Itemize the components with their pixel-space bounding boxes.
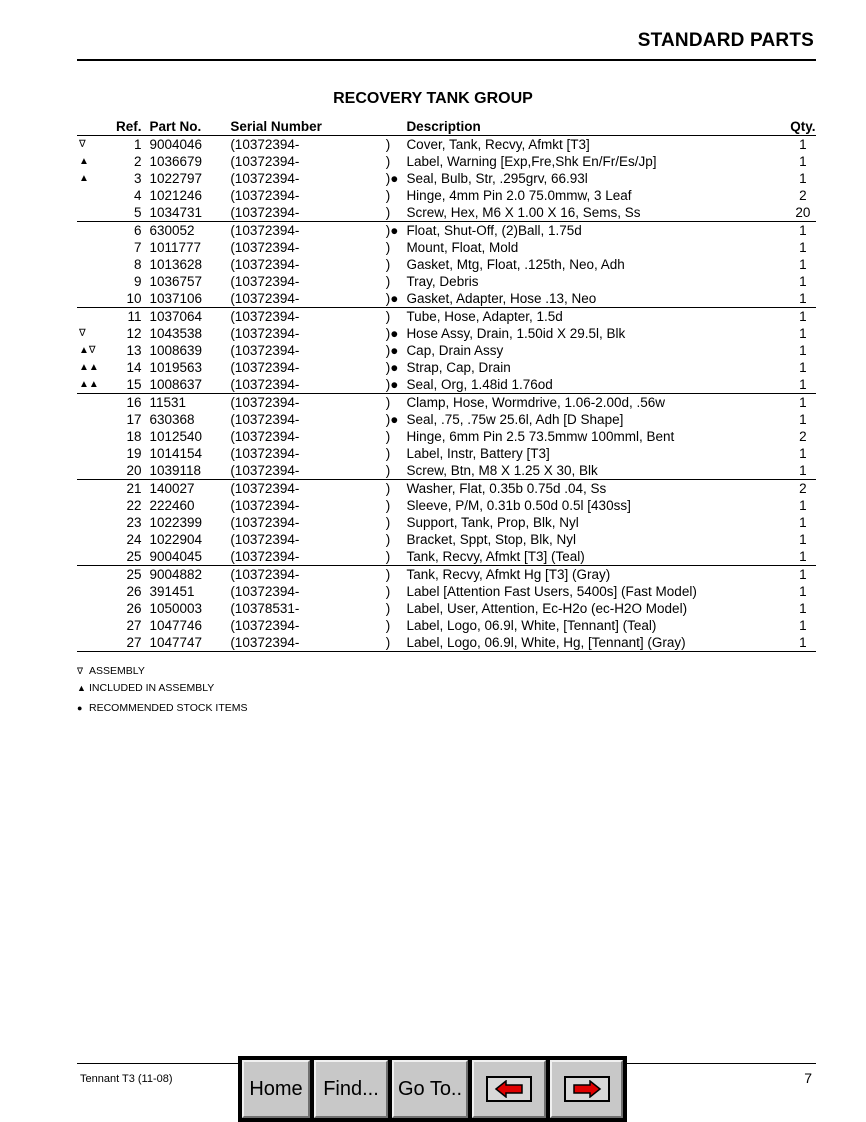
table-row — [77, 411, 816, 428]
qty-cell: 1 — [799, 274, 807, 289]
table-row — [77, 222, 816, 240]
ref-cell: 11 — [110, 308, 149, 326]
ref-cell: 7 — [133, 240, 142, 255]
description-cell: Label [Attention Fast Users, 5400s] (Fast Model) — [406, 584, 697, 599]
serial-number-cell: (10372394- — [230, 274, 300, 289]
qty-cell: 1 — [799, 498, 807, 513]
qty-cell: 2 — [799, 188, 807, 203]
table-row — [77, 256, 816, 273]
serial-number-cell: (10378531- — [230, 601, 300, 616]
row-marker — [77, 445, 110, 462]
description-cell: Cap, Drain Assy — [406, 343, 504, 358]
parts-table — [77, 118, 816, 652]
qty-cell: 1 — [799, 291, 807, 306]
qty-cell: 1 — [799, 515, 807, 530]
serial-close-cell: ) — [385, 274, 391, 289]
qty-cell: 1 — [799, 137, 807, 152]
part-number-cell: 9004882 — [150, 566, 231, 584]
ref-cell: 27 — [110, 634, 149, 652]
part-number-cell: 1037064 — [150, 308, 231, 326]
serial-number-cell: (10372394- — [230, 498, 300, 513]
ref-cell: 16 — [110, 394, 149, 412]
part-number-cell: 1036757 — [149, 274, 203, 289]
part-number-cell: 1019563 — [149, 360, 203, 375]
serial-close-cell: ) — [385, 618, 391, 633]
qty-cell: 1 — [790, 308, 816, 326]
row-marker — [77, 600, 110, 617]
qty-cell: 1 — [799, 584, 807, 599]
table-row — [77, 136, 816, 154]
ref-cell: 26 — [126, 584, 142, 599]
ref-cell: 12 — [126, 326, 142, 341]
qty-cell: 1 — [799, 154, 807, 169]
serial-close-cell: ) — [386, 480, 407, 498]
ref-cell: 19 — [126, 446, 142, 461]
serial-header: Serial Number — [230, 118, 385, 136]
serial-close-cell: ) — [385, 515, 391, 530]
included-icon: ▲ — [77, 683, 86, 693]
serial-close-cell: ) — [385, 601, 391, 616]
qty-cell: 1 — [799, 326, 807, 341]
serial-close-cell: ) — [385, 188, 391, 203]
qty-cell: 1 — [799, 257, 807, 272]
part-number-cell: 1011777 — [149, 240, 202, 255]
qty-cell: 1 — [799, 601, 807, 616]
ref-cell: 13 — [126, 343, 142, 358]
part-number-cell: 1021246 — [149, 188, 203, 203]
part-header: Part No. — [150, 118, 231, 136]
ref-cell: 5 — [133, 205, 142, 220]
serial-number-cell: (10372394- — [230, 326, 300, 341]
ref-cell: 9 — [133, 274, 142, 289]
serial-number-cell: (10372394- — [230, 222, 385, 240]
serial-number-cell: (10372394- — [230, 205, 300, 220]
serial-number-cell: (10372394- — [230, 412, 300, 427]
row-marker: ▲▲ — [79, 379, 99, 390]
serial-close-cell: )● — [385, 377, 399, 392]
group-title: RECOVERY TANK GROUP — [333, 90, 533, 107]
description-cell: Label, User, Attention, Ec-H2o (ec-H2O Model) — [406, 601, 688, 616]
part-number-cell: 1022904 — [149, 532, 203, 547]
part-number-cell: 9004045 — [149, 549, 203, 564]
legend-item-assembly — [77, 665, 145, 677]
description-cell: Hose Assy, Drain, 1.50id X 29.5l, Blk — [406, 326, 626, 341]
serial-close-cell: )● — [386, 222, 407, 240]
part-number-cell: 1039118 — [149, 463, 202, 478]
serial-number-cell: (10372394- — [230, 618, 300, 633]
qty-cell: 20 — [795, 205, 811, 220]
footer-doc-id: Tennant T3 (11-08) — [80, 1073, 173, 1085]
row-marker — [77, 290, 110, 308]
description-cell: Washer, Flat, 0.35b 0.75d .04, Ss — [406, 480, 789, 498]
find-button[interactable]: Find... — [314, 1060, 388, 1118]
row-marker — [77, 531, 110, 548]
parts-table-body — [77, 136, 816, 652]
qty-cell: 1 — [799, 240, 807, 255]
ref-cell: 22 — [126, 498, 142, 513]
page-number: 7 — [804, 1070, 812, 1086]
serial-number-cell: (10372394- — [230, 360, 300, 375]
part-number-cell: 1008639 — [149, 343, 203, 358]
row-marker — [77, 256, 110, 273]
serial-close-cell: ) — [385, 549, 391, 564]
part-number-cell: 1036679 — [149, 154, 203, 169]
description-cell: Tube, Hose, Adapter, 1.5d — [406, 308, 789, 326]
table-row — [77, 342, 816, 359]
table-row — [77, 445, 816, 462]
part-number-cell: 11531 — [150, 394, 231, 412]
serial-close-cell: ) — [386, 566, 407, 584]
serial-number-cell: (10372394- — [230, 394, 385, 412]
row-marker — [77, 497, 110, 514]
serial-number-cell: (10372394- — [230, 137, 300, 152]
serial-number-cell: (10372394- — [230, 480, 385, 498]
qty-cell: 1 — [790, 566, 816, 584]
row-marker — [77, 566, 110, 584]
table-row — [77, 187, 816, 204]
row-marker — [77, 428, 110, 445]
description-cell: Seal, Org, 1.48id 1.76od — [406, 377, 553, 392]
part-number-cell: 140027 — [150, 480, 231, 498]
ref-cell: 15 — [126, 377, 142, 392]
row-marker: ▲∇ — [79, 345, 96, 356]
row-marker — [77, 617, 110, 634]
description-cell: Tray, Debris — [406, 274, 479, 289]
qty-cell: 1 — [799, 343, 807, 358]
table-row — [77, 514, 816, 531]
table-row — [77, 273, 816, 290]
part-number-cell: 391451 — [149, 584, 195, 599]
row-marker — [77, 187, 110, 204]
row-marker — [77, 239, 110, 256]
ref-cell: 20 — [126, 463, 142, 478]
row-marker — [77, 548, 110, 566]
serial-number-cell: (10372394- — [230, 171, 300, 186]
qty-cell: 1 — [790, 394, 816, 412]
serial-close-cell: ) — [385, 205, 391, 220]
description-cell: Float, Shut-Off, (2)Ball, 1.75d — [406, 222, 789, 240]
row-marker — [77, 222, 110, 240]
part-number-cell: 1037106 — [149, 291, 203, 306]
serial-number-cell: (10372394- — [230, 377, 300, 392]
table-row — [77, 239, 816, 256]
serial-close-cell: ) — [385, 240, 391, 255]
table-row — [77, 359, 816, 376]
serial-close-cell: ) — [386, 308, 407, 326]
right-arrow-icon — [564, 1076, 610, 1102]
table-row — [77, 170, 816, 187]
table-row — [77, 428, 816, 445]
table-row — [77, 153, 816, 170]
description-cell: Sleeve, P/M, 0.31b 0.50d 0.5l [430ss] — [406, 498, 631, 513]
table-row — [77, 308, 816, 326]
serial-close-cell: ) — [385, 584, 391, 599]
assembly-icon: ∇ — [77, 666, 84, 676]
qty-cell: 1 — [799, 463, 807, 478]
serial-number-cell: (10372394- — [230, 566, 385, 584]
table-row — [77, 566, 816, 584]
ref-cell: 3 — [133, 171, 142, 186]
qty-cell: 1 — [799, 171, 807, 186]
ref-cell: 2 — [133, 154, 142, 169]
description-cell: Label, Warning [Exp,Fre,Shk En/Fr/Es/Jp] — [406, 154, 657, 169]
qty-cell: 1 — [799, 532, 807, 547]
ref-cell: 27 — [126, 618, 142, 633]
header-divider — [77, 59, 816, 61]
ref-cell: 25 — [126, 549, 142, 564]
description-cell: Tank, Recvy, Afmkt [T3] (Teal) — [406, 549, 585, 564]
serial-close-cell: )● — [385, 343, 399, 358]
legend-label: RECOMMENDED STOCK ITEMS — [89, 702, 248, 714]
serial-number-cell: (10372394- — [230, 515, 300, 530]
serial-number-cell: (10372394- — [230, 188, 300, 203]
ref-cell: 10 — [126, 291, 142, 306]
part-number-cell: 1034731 — [149, 205, 203, 220]
goto-button[interactable]: Go To.. — [392, 1060, 468, 1118]
serial-close-cell: ) — [385, 429, 391, 444]
table-row — [77, 548, 816, 566]
serial-close-cell: ) — [385, 498, 391, 513]
ref-cell: 21 — [110, 480, 149, 498]
qty-cell: 1 — [799, 360, 807, 375]
description-cell: Tank, Recvy, Afmkt Hg [T3] (Gray) — [406, 566, 789, 584]
qty-header: Qty. — [790, 119, 816, 134]
serial-number-cell: (10372394- — [230, 240, 300, 255]
ref-cell: 18 — [126, 429, 142, 444]
page-header-title: STANDARD PARTS — [637, 30, 814, 51]
description-cell: Label, Logo, 06.9l, White, [Tennant] (Teal) — [406, 618, 657, 633]
legend-item-stock — [77, 702, 247, 714]
serial-number-cell: (10372394- — [230, 463, 300, 478]
table-row — [77, 600, 816, 617]
part-number-cell: 1013628 — [149, 257, 203, 272]
ref-cell: 4 — [133, 188, 142, 203]
ref-cell: 17 — [126, 412, 142, 427]
table-header-row — [77, 118, 816, 136]
qty-cell: 1 — [799, 549, 807, 564]
table-row — [77, 583, 816, 600]
qty-cell: 1 — [799, 618, 807, 633]
table-row — [77, 634, 816, 652]
row-marker — [77, 411, 110, 428]
serial-close-cell: ) — [385, 154, 391, 169]
legend-label: ASSEMBLY — [89, 665, 145, 677]
table-row — [77, 462, 816, 480]
table-row — [77, 497, 816, 514]
description-cell: Hinge, 4mm Pin 2.0 75.0mmw, 3 Leaf — [406, 188, 632, 203]
serial-number-cell: (10372394- — [230, 634, 385, 652]
serial-close-cell: ) — [385, 257, 391, 272]
description-cell: Cover, Tank, Recvy, Afmkt [T3] — [406, 137, 590, 152]
table-row — [77, 290, 816, 308]
description-cell: Label, Logo, 06.9l, White, Hg, [Tennant] (Gray) — [406, 634, 789, 652]
row-marker — [77, 308, 110, 326]
ref-cell: 23 — [126, 515, 142, 530]
description-cell: Gasket, Mtg, Float, .125th, Neo, Adh — [406, 257, 625, 272]
row-marker — [77, 273, 110, 290]
part-number-cell: 1047747 — [150, 634, 231, 652]
part-number-cell: 222460 — [149, 498, 195, 513]
description-cell: Support, Tank, Prop, Blk, Nyl — [406, 515, 579, 530]
row-marker — [77, 204, 110, 222]
home-button[interactable]: Home — [242, 1060, 310, 1118]
qty-cell: 1 — [799, 377, 807, 392]
description-cell: Clamp, Hose, Wormdrive, 1.06-2.00d, .56w — [406, 394, 789, 412]
left-arrow-icon — [486, 1076, 532, 1102]
part-number-cell: 9004046 — [149, 137, 203, 152]
paren-header — [386, 118, 407, 136]
serial-close-cell: ) — [385, 463, 391, 478]
serial-number-cell: (10372394- — [230, 308, 385, 326]
mark-header — [77, 118, 110, 136]
qty-cell: 1 — [790, 222, 816, 240]
row-marker: ∇ — [79, 328, 86, 339]
next-page-button[interactable] — [550, 1060, 623, 1118]
part-number-cell: 1022797 — [149, 171, 203, 186]
description-cell: Screw, Hex, M6 X 1.00 X 16, Sems, Ss — [406, 205, 641, 220]
table-row — [77, 480, 816, 498]
row-marker — [77, 394, 110, 412]
table-row — [77, 617, 816, 634]
description-cell: Strap, Cap, Drain — [406, 360, 511, 375]
previous-page-button[interactable] — [472, 1060, 546, 1118]
ref-header: Ref. — [110, 118, 149, 136]
part-number-cell: 1022399 — [149, 515, 203, 530]
serial-close-cell: ) — [386, 634, 407, 652]
part-number-cell: 1043538 — [149, 326, 203, 341]
serial-number-cell: (10372394- — [230, 446, 300, 461]
row-marker: ▲▲ — [79, 362, 99, 373]
description-cell: Label, Instr, Battery [T3] — [406, 446, 550, 461]
table-row — [77, 376, 816, 394]
description-cell: Seal, Bulb, Str, .295grv, 66.93l — [406, 171, 588, 186]
serial-close-cell: )● — [385, 326, 399, 341]
serial-number-cell: (10372394- — [230, 532, 300, 547]
row-marker: ∇ — [79, 139, 86, 150]
description-cell: Bracket, Sppt, Stop, Blk, Nyl — [406, 532, 577, 547]
stock-icon: ● — [77, 703, 83, 713]
ref-cell: 14 — [126, 360, 142, 375]
serial-close-cell: )● — [385, 291, 399, 306]
qty-cell: 1 — [790, 634, 816, 652]
qty-cell: 1 — [799, 412, 807, 427]
row-marker: ▲ — [79, 173, 89, 184]
serial-close-cell: ) — [386, 394, 407, 412]
description-header: Description — [406, 118, 789, 136]
navigation-bar — [238, 1056, 627, 1122]
serial-number-cell: (10372394- — [230, 429, 300, 444]
row-marker — [77, 480, 110, 498]
serial-number-cell: (10372394- — [230, 584, 300, 599]
serial-number-cell: (10372394- — [230, 257, 300, 272]
serial-number-cell: (10372394- — [230, 291, 300, 306]
qty-cell: 1 — [799, 446, 807, 461]
ref-cell: 26 — [126, 601, 142, 616]
legend-item-included — [77, 682, 214, 694]
qty-cell: 2 — [799, 429, 807, 444]
serial-close-cell: ) — [385, 137, 391, 152]
serial-close-cell: ) — [385, 446, 391, 461]
row-marker — [77, 462, 110, 480]
serial-number-cell: (10372394- — [230, 549, 300, 564]
ref-cell: 24 — [126, 532, 142, 547]
serial-close-cell: ) — [385, 532, 391, 547]
part-number-cell: 630052 — [150, 222, 231, 240]
description-cell: Screw, Btn, M8 X 1.25 X 30, Blk — [406, 463, 598, 478]
part-number-cell: 1047746 — [149, 618, 203, 633]
table-row — [77, 325, 816, 342]
part-number-cell: 630368 — [149, 412, 195, 427]
serial-close-cell: )● — [385, 412, 399, 427]
ref-cell: 6 — [110, 222, 149, 240]
serial-close-cell: )● — [385, 171, 399, 186]
serial-number-cell: (10372394- — [230, 343, 300, 358]
row-marker — [77, 583, 110, 600]
part-number-cell: 1014154 — [149, 446, 203, 461]
description-cell: Seal, .75, .75w 25.6l, Adh [D Shape] — [406, 412, 624, 427]
description-cell: Mount, Float, Mold — [406, 240, 519, 255]
table-row — [77, 204, 816, 222]
part-number-cell: 1012540 — [149, 429, 203, 444]
description-cell: Hinge, 6mm Pin 2.5 73.5mmw 100mml, Bent — [406, 429, 675, 444]
serial-number-cell: (10372394- — [230, 154, 300, 169]
ref-cell: 1 — [133, 137, 142, 152]
description-cell: Gasket, Adapter, Hose .13, Neo — [406, 291, 597, 306]
ref-cell: 25 — [110, 566, 149, 584]
part-number-cell: 1050003 — [149, 601, 203, 616]
legend-label: INCLUDED IN ASSEMBLY — [89, 682, 215, 694]
part-number-cell: 1008637 — [149, 377, 203, 392]
table-row — [77, 394, 816, 412]
serial-close-cell: )● — [385, 360, 399, 375]
ref-cell: 8 — [133, 257, 142, 272]
row-marker — [77, 514, 110, 531]
table-row — [77, 531, 816, 548]
row-marker — [77, 634, 110, 652]
qty-cell: 2 — [790, 480, 816, 498]
row-marker: ▲ — [79, 156, 89, 167]
